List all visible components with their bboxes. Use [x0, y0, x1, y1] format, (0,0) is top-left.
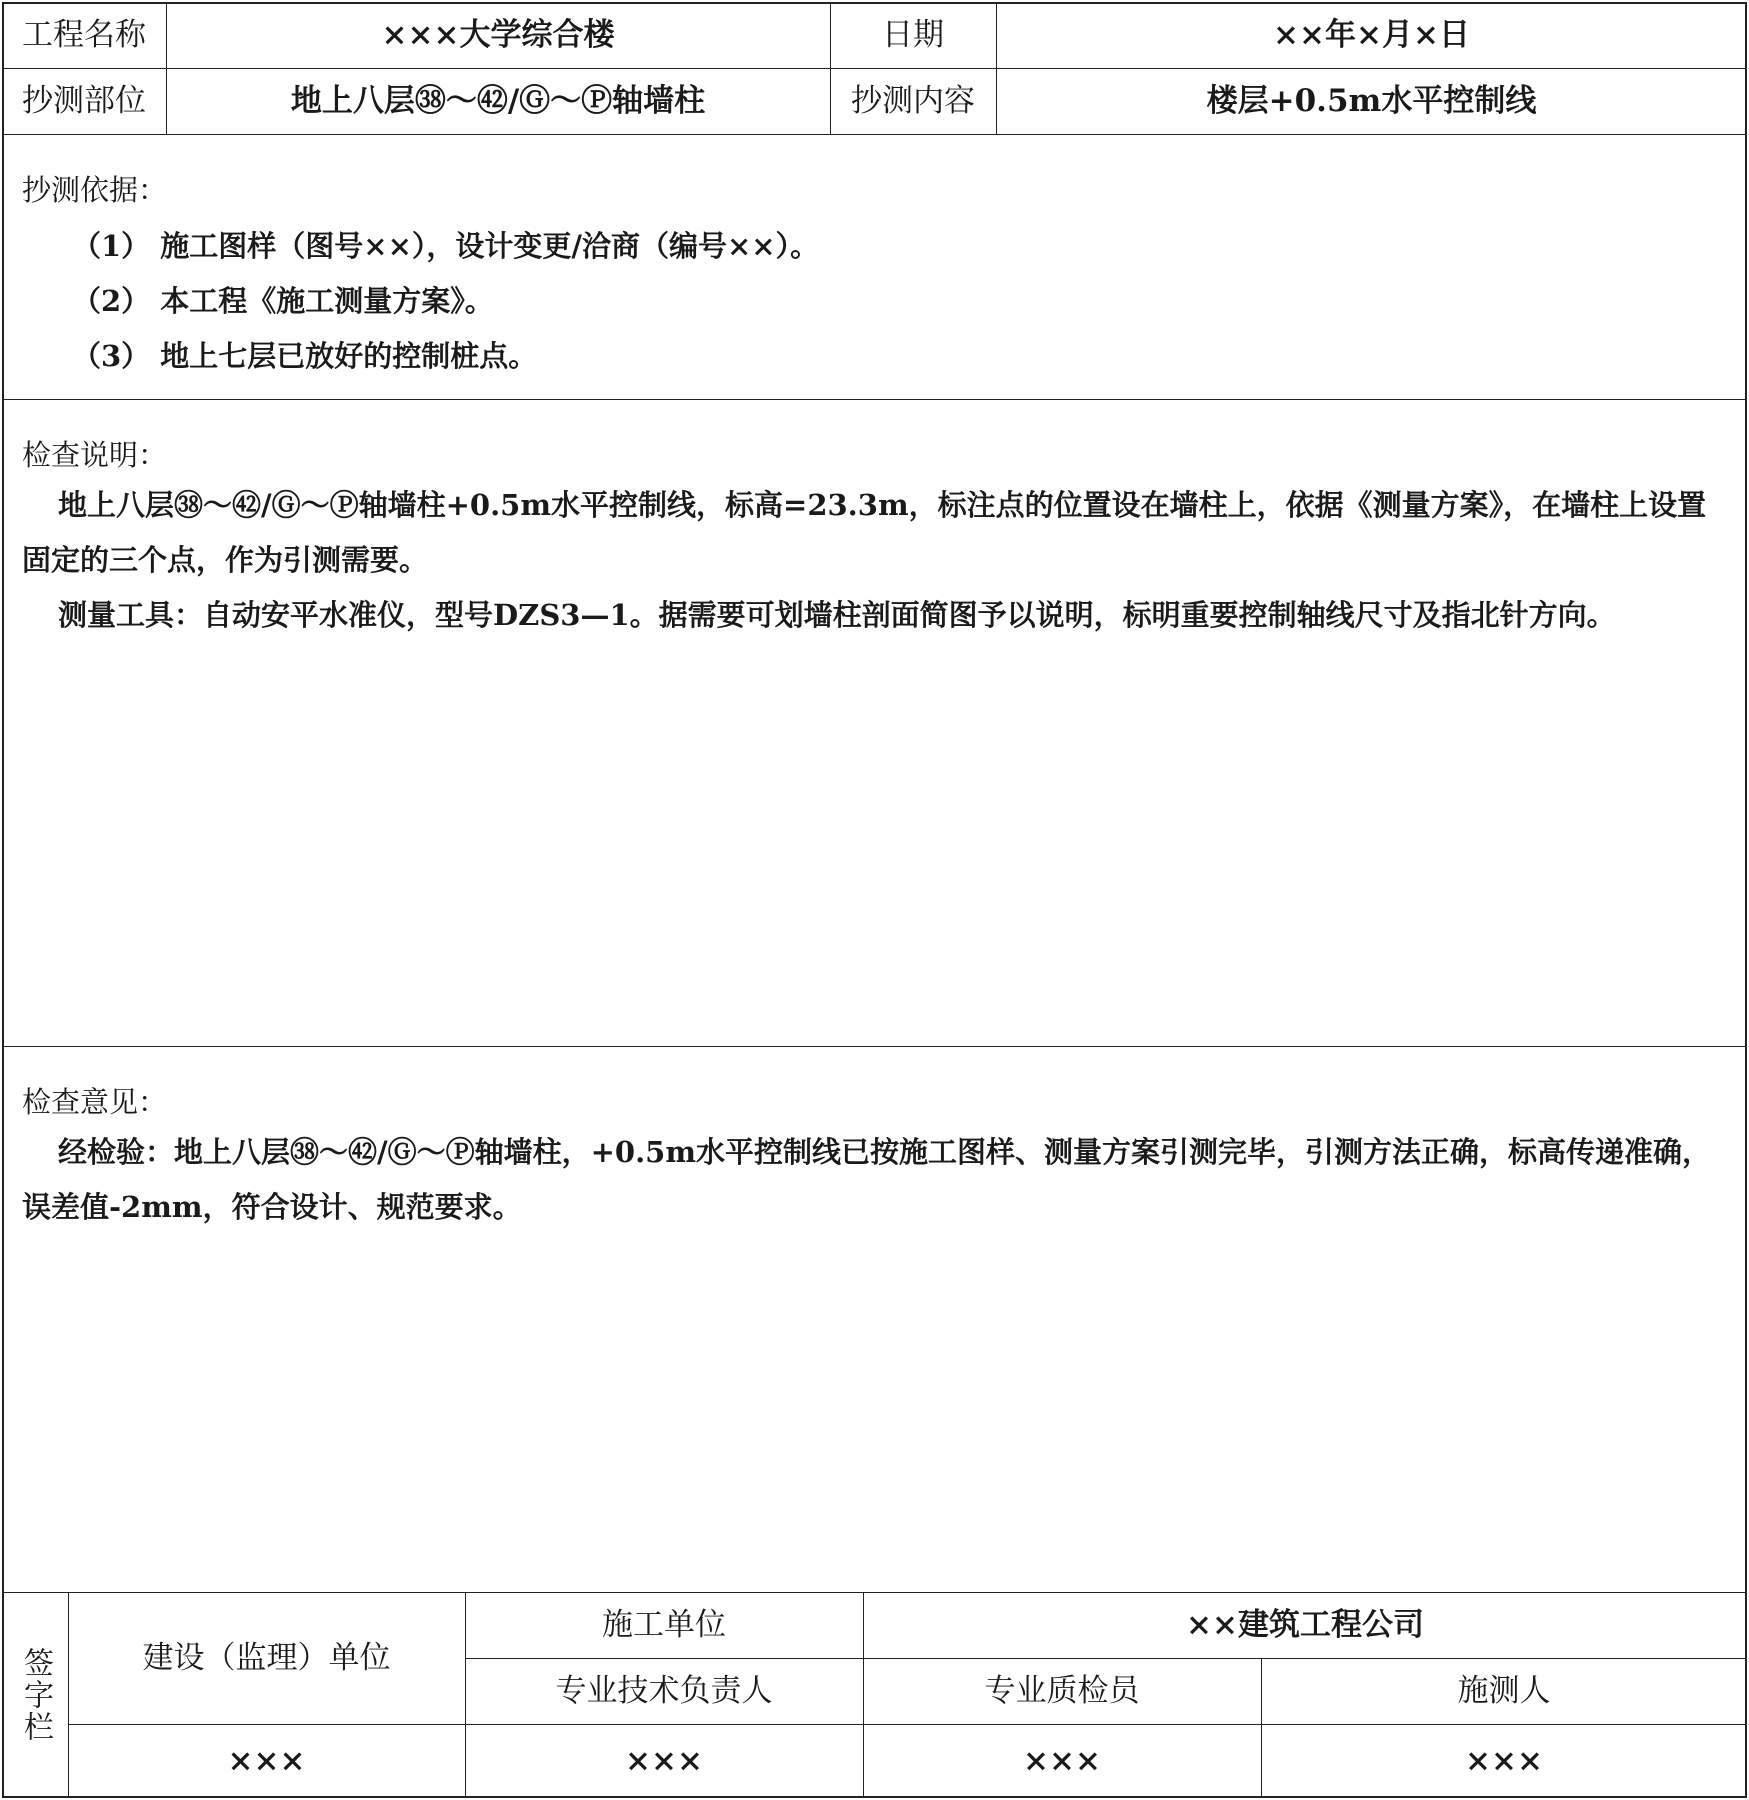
date-value: ××年×月×日: [1273, 16, 1470, 53]
survey-location-label: 抄测部位: [22, 82, 146, 119]
surveyor-label: 施测人: [1457, 1672, 1551, 1709]
construction-unit-value: ××建筑工程公司: [1186, 1606, 1424, 1643]
signature-column-label: [2, 1592, 68, 1798]
qc-signature: ×××: [1023, 1742, 1101, 1779]
owner-unit-label: 建设（监理）单位: [142, 1639, 391, 1676]
project-name-value: ×××大学综合楼: [381, 16, 615, 53]
signature-column-label-text: 签字栏: [18, 1647, 53, 1743]
basis-item: （3） 地上七层已放好的控制桩点。: [72, 339, 538, 373]
basis-title: 抄测依据：: [22, 173, 168, 207]
survey-content-label: 抄测内容: [851, 82, 975, 119]
tech-lead-label: 专业技术负责人: [555, 1672, 773, 1709]
row-divider: [2, 399, 1747, 400]
survey-content-value: 楼层+0.5m水平控制线: [1206, 82, 1537, 119]
tech-lead-signature: ×××: [625, 1742, 703, 1779]
survey-location-value: 地上八层㊳～㊷/Ⓖ～Ⓟ轴墙柱: [290, 82, 706, 119]
inspection-notes-title: 检查说明：: [22, 438, 168, 472]
row-divider: [2, 1046, 1747, 1047]
owner-signature: ×××: [227, 1742, 306, 1779]
construction-unit-label: 施工单位: [602, 1606, 726, 1643]
project-name-label: 工程名称: [22, 16, 146, 53]
inspection-opinion-title: 检查意见：: [22, 1085, 168, 1119]
date-label: 日期: [882, 16, 944, 53]
survey-record-form: [2, 2, 1747, 1798]
qc-label: 专业质检员: [984, 1672, 1140, 1709]
inspection-notes-paragraph: 测量工具：自动安平水准仪，型号DZS3—1。据需要可划墙柱剖面简图予以说明，标明重要控制轴线尺寸及指北针方向。: [58, 598, 1616, 632]
surveyor-signature: ×××: [1465, 1742, 1543, 1779]
inspection-opinion-paragraph: 经检验：地上八层㊳～㊷/Ⓖ～Ⓟ轴墙柱，+0.5m水平控制线已按施工图样、测量方案引测完毕，引测方法正确，标高传递准确，误差值-2mm，符合设计、规范要求。: [22, 1135, 1712, 1224]
row-divider: [2, 134, 1747, 135]
inspection-notes-paragraph: 地上八层㊳～㊷/Ⓖ～Ⓟ轴墙柱+0.5m水平控制线，标高=23.3m，标注点的位置设在墙柱上，依据《测量方案》，在墙柱上设置固定的三个点，作为引测需要。: [22, 488, 1707, 577]
basis-item: （1） 施工图样（图号××），设计变更/洽商（编号××）。: [72, 229, 820, 263]
basis-item: （2） 本工程《施工测量方案》。: [72, 284, 494, 318]
